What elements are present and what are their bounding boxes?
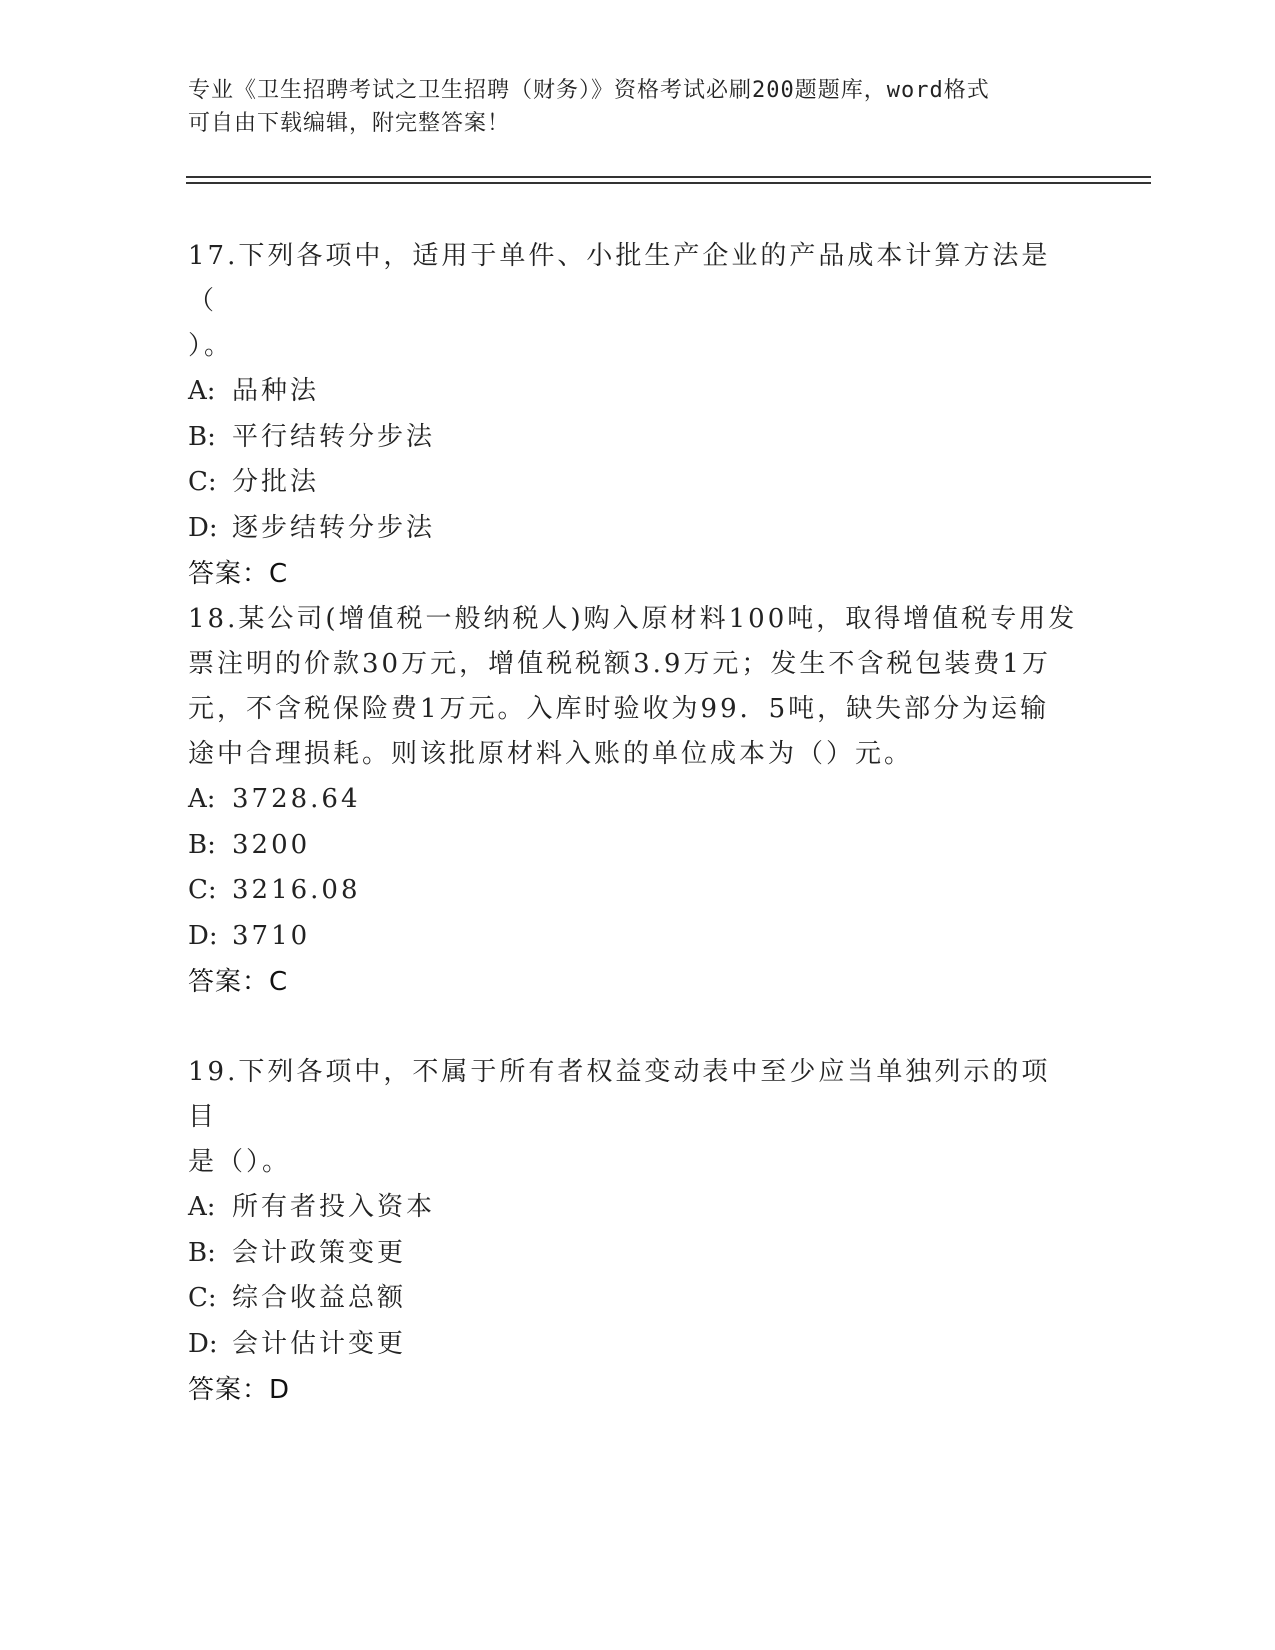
answer-line: 答案：C — [188, 559, 289, 589]
header-divider-bottom — [186, 182, 1151, 184]
stem-line: 元，不含税保险费1万元。入库时验收为99．5吨，缺失部分为运输 — [188, 694, 1050, 724]
option-text: 会计估计变更 — [232, 1328, 407, 1359]
option-key: B: — [188, 1237, 216, 1268]
option-b — [188, 823, 1078, 869]
option-key: A: — [188, 784, 216, 814]
option-text: 品种法 — [232, 376, 320, 406]
option-a — [188, 1185, 1078, 1231]
option-d — [188, 914, 1078, 960]
option-text: 3200 — [232, 829, 311, 860]
option-d — [188, 1322, 1078, 1368]
option-text: 平行结转分步法 — [232, 421, 436, 452]
answer-line: 答案：C — [188, 967, 289, 997]
option-key: A: — [188, 1192, 216, 1222]
question-18 — [188, 597, 1078, 1005]
stem-line: 途中合理损耗。则该批原材料入账的单位成本为（）元。 — [188, 739, 914, 769]
option-c — [188, 1276, 1078, 1322]
document-header — [188, 74, 1068, 140]
header-line-1: 专业《卫生招聘考试之卫生招聘（财务）》资格考试必刷200题题库，word格式 — [188, 78, 990, 103]
option-a — [188, 777, 1078, 823]
option-text: 会计政策变更 — [232, 1237, 407, 1268]
option-key: C: — [188, 1283, 217, 1313]
option-key: D: — [188, 1328, 218, 1359]
option-text: 所有者投入资本 — [232, 1192, 436, 1222]
option-text: 3710 — [232, 920, 311, 951]
option-c — [188, 868, 1078, 914]
question-19 — [188, 1050, 1078, 1413]
option-a — [188, 369, 1078, 415]
option-text: 综合收益总额 — [232, 1283, 407, 1313]
answer-line: 答案：D — [188, 1375, 291, 1405]
stem-line: ）。 — [188, 331, 234, 361]
option-b — [188, 415, 1078, 461]
question-17 — [188, 234, 1078, 597]
option-text: 3216.08 — [232, 875, 361, 905]
question-stem — [188, 597, 1078, 777]
header-line-2: 可自由下载编辑，附完整答案！ — [188, 111, 511, 136]
option-key: B: — [188, 421, 216, 452]
option-text: 逐步结转分步法 — [232, 512, 436, 543]
option-key: B: — [188, 829, 216, 860]
option-b — [188, 1231, 1078, 1277]
header-divider-top — [186, 176, 1151, 178]
stem-line: 票注明的价款30万元，增值税税额3.9万元；发生不含税包装费1万 — [188, 649, 1051, 679]
option-key: A: — [188, 376, 216, 406]
stem-line: 17.下列各项中，适用于单件、小批生产企业的产品成本计算方法是（ — [188, 241, 1051, 316]
option-text: 3728.64 — [232, 784, 361, 814]
option-d — [188, 506, 1078, 552]
option-key: D: — [188, 920, 218, 951]
question-stem — [188, 1050, 1078, 1185]
question-stem — [188, 234, 1078, 369]
option-key: C: — [188, 467, 217, 497]
option-c — [188, 460, 1078, 506]
option-text: 分批法 — [232, 467, 320, 497]
stem-line: 19.下列各项中，不属于所有者权益变动表中至少应当单独列示的项目 — [188, 1057, 1051, 1132]
stem-line: 18.某公司(增值税一般纳税人)购入原材料100吨，取得增值税专用发 — [188, 604, 1078, 634]
stem-line: 是（）。 — [188, 1147, 292, 1177]
option-key: C: — [188, 875, 217, 905]
option-key: D: — [188, 512, 218, 543]
